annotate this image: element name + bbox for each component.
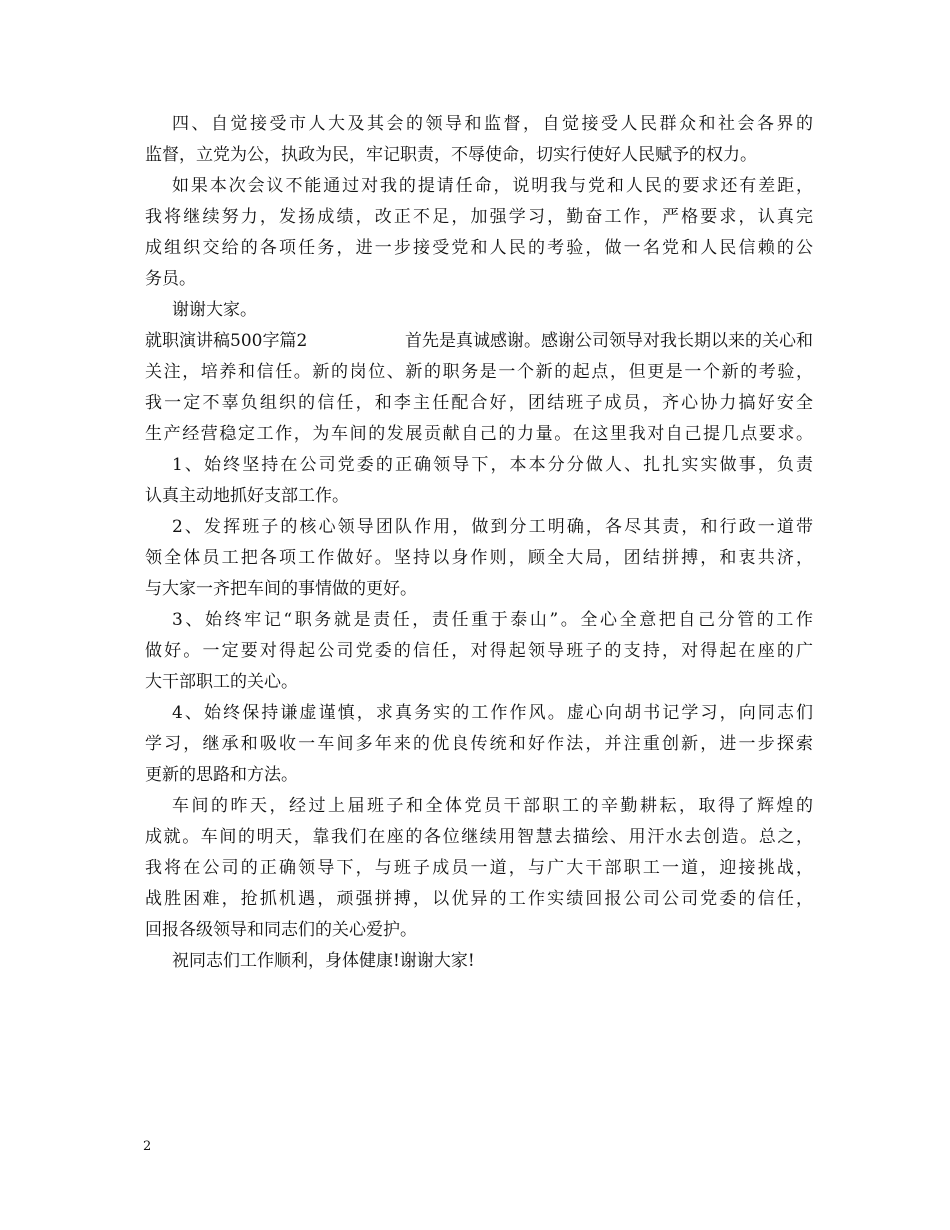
text-line: 领全体员工把各项工作做好。坚持以身作则，顾全大局，团结拼搏，和衷共济， [145, 548, 813, 568]
text-line: 祝同志们工作顺利，身体健康!谢谢大家! [172, 951, 475, 971]
section-first-sentence: 首先是真诚感谢。感谢公司领导对我长期以来的关心和 [405, 331, 813, 351]
text-line: 大干部职工的关心。 [145, 672, 298, 692]
paragraph-point-4 [145, 703, 813, 786]
section-2-first-line [145, 331, 813, 352]
paragraph-supervision [145, 114, 813, 166]
text-line: 学习，继承和吸收一车间多年来的优良传统和好作法，并注重创新，进一步探索 [145, 734, 813, 754]
text-line: 生产经营稳定工作，为车间的发展贡献自己的力量。在这里我对自己提几点要求。 [145, 424, 813, 444]
paragraph-point-1 [145, 455, 813, 507]
section-title: 就职演讲稿500字篇2 [145, 331, 308, 351]
text-line: 做好。一定要对得起公司党委的信任，对得起领导班子的支持，对得起在座的广 [145, 641, 813, 661]
text-line: 务员。 [145, 269, 196, 289]
paragraph-point-3 [145, 610, 813, 693]
text-line: 我将继续努力，发扬成绩，改正不足，加强学习，勤奋工作，严格要求，认真完 [145, 207, 813, 227]
paragraph-closing [145, 951, 813, 972]
text-line: 成组织交给的各项任务，进一步接受党和人民的考验，做一名党和人民信赖的公 [145, 238, 813, 258]
text-line: 我一定不辜负组织的信任，和李主任配合好，团结班子成员，齐心协力搞好安全 [145, 393, 813, 413]
text-line: 车间的昨天，经过上届班子和全体党员干部职工的辛勤耕耘，取得了辉煌的 [172, 796, 813, 816]
paragraph-workshop [145, 796, 813, 941]
text-line: 战胜困难，抢抓机遇，顽强拼搏，以优异的工作实绩回报公司公司党委的信任， [145, 889, 813, 909]
text-line: 1、始终坚持在公司党委的正确领导下，本本分分做人、扎扎实实做事，负责 [172, 455, 813, 475]
text-line: 谢谢大家。 [172, 300, 257, 320]
text-line: 2、发挥班子的核心领导团队作用，做到分工明确，各尽其责，和行政一道带 [172, 517, 813, 537]
paragraph-commitment [145, 176, 813, 290]
paragraph-thanks [145, 300, 813, 321]
page-number: 2 [143, 1139, 152, 1154]
section-2 [145, 331, 813, 445]
text-line: 3、始终牢记“职务就是责任，责任重于泰山”。全心全意把自己分管的工作 [172, 610, 813, 630]
text-line: 四、自觉接受市人大及其会的领导和监督，自觉接受人民群众和社会各界的 [172, 114, 813, 134]
text-line: 4、始终保持谦虚谨慎，求真务实的工作作风。虚心向胡书记学习，向同志们 [172, 703, 813, 723]
text-line: 与大家一齐把车间的事情做的更好。 [145, 579, 417, 599]
text-line: 监督，立党为公，执政为民，牢记职责，不辱使命，切实行使好人民赋予的权力。 [145, 145, 757, 165]
text-line: 更新的思路和方法。 [145, 765, 298, 785]
paragraph-point-2 [145, 517, 813, 600]
text-line: 回报各级领导和同志们的关心爱护。 [145, 920, 417, 940]
document-page [145, 114, 813, 982]
text-line: 成就。车间的明天，靠我们在座的各位继续用智慧去描绘、用汗水去创造。总之， [145, 827, 813, 847]
text-line: 关注，培养和信任。新的岗位、新的职务是一个新的起点，但更是一个新的考验， [145, 362, 813, 382]
text-line: 认真主动地抓好支部工作。 [145, 486, 349, 506]
text-line: 我将在公司的正确领导下，与班子成员一道，与广大干部职工一道，迎接挑战， [145, 858, 813, 878]
text-line: 如果本次会议不能通过对我的提请任命，说明我与党和人民的要求还有差距， [172, 176, 813, 196]
